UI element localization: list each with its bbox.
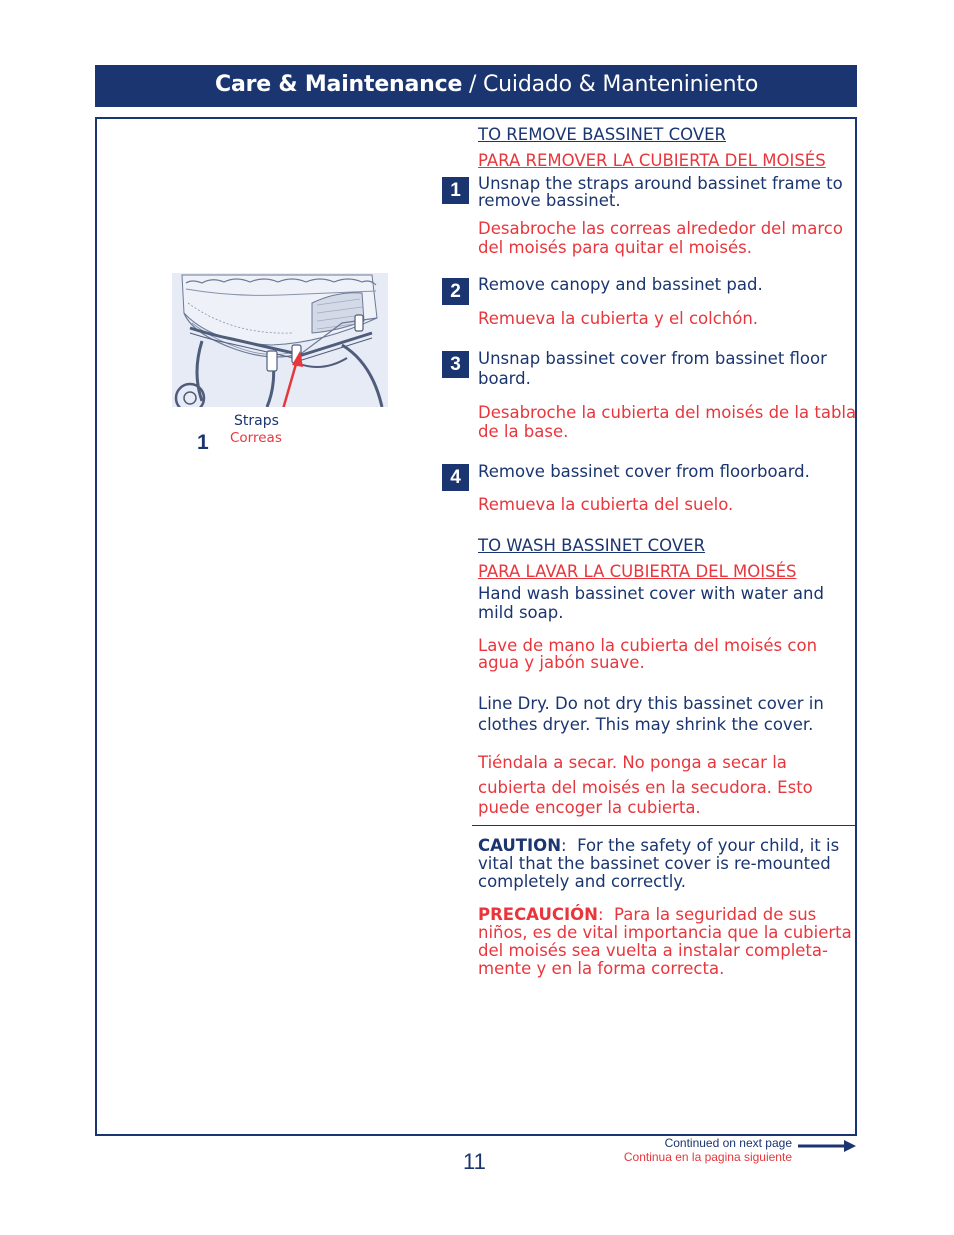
caution-es-line-3: del moisés sea vuelta a instalar completa- [478, 941, 828, 960]
continued-es: Continua en la pagina siguiente [623, 1150, 792, 1164]
wash-p1-en-line-1: Hand wash bassinet cover with water and [478, 584, 824, 603]
wash-heading-es: PARA LAVAR LA CUBIERTA DEL MOISÉS [478, 562, 797, 581]
wash-p2-es-line-3: puede encoger la cubierta. [478, 798, 701, 817]
step-1-es-line-2: del moisés para quitar el moisés. [478, 238, 752, 257]
figure-label-correas: Correas [230, 430, 282, 446]
wash-p1-en-line-2: mild soap. [478, 603, 564, 622]
step-4-badge: 4 [442, 464, 469, 491]
title-en: Care & Maintenance [215, 72, 463, 97]
step-2-badge: 2 [442, 278, 469, 305]
title-separator: / [462, 72, 483, 97]
wash-p2-es-line-2: cubierta del moisés en la secudora. Esto [478, 778, 813, 797]
step-3-es-line-2: de la base. [478, 422, 569, 441]
caution-en-line-2: vital that the bassinet cover is re-mounted [478, 854, 831, 873]
step-1-en-line-1: Unsnap the straps around bassinet frame to [478, 174, 843, 193]
figure-label-straps: Straps [234, 413, 279, 429]
step-2-es-line-1: Remueva la cubierta y el colchón. [478, 309, 759, 328]
step-3-en-line-2: board. [478, 369, 531, 388]
caution-en-line-3: completely and correctly. [478, 872, 686, 891]
section-title [215, 72, 758, 97]
step-4-es-line-1: Remueva la cubierta del suelo. [478, 495, 734, 514]
figure-number: 1 [197, 431, 209, 454]
step-3-es-line-1: Desabroche la cubierta del moisés de la tabla [478, 403, 857, 422]
caution-es-line-2: niños, es de vital importancia que la cubierta [478, 923, 852, 942]
precaucion-label: PRECAUCIÓN [478, 905, 598, 924]
wash-p2-en-line-1: Line Dry. Do not dry this bassinet cover in [478, 694, 824, 713]
content-frame [95, 117, 857, 1136]
caution-es-line-1: PRECAUCIÓN: Para la seguridad de sus [478, 905, 817, 924]
wash-p1-es-line-2: agua y jabón suave. [478, 653, 645, 672]
section-header [95, 65, 857, 107]
continued-en: Continued on next page [664, 1136, 792, 1150]
step-1-badge: 1 [442, 177, 469, 204]
step-2-en-line-1: Remove canopy and bassinet pad. [478, 275, 763, 294]
step-3-en-line-1: Unsnap bassinet cover from bassinet floor [478, 349, 827, 368]
caution-en-text-1: For the safety of your child, it is [577, 836, 840, 855]
caution-en-line-1: CAUTION: For the safety of your child, it is [478, 836, 840, 855]
wash-p2-en-line-2: clothes dryer. This may shrink the cover. [478, 715, 814, 734]
caution-es-line-4: mente y en la forma correcta. [478, 959, 725, 978]
wash-p2-es-line-1: Tiéndala a secar. No ponga a secar la [478, 753, 787, 772]
step-1-es-line-1: Desabroche las correas alrededor del marco [478, 219, 843, 238]
step-1-en-line-2: remove bassinet. [478, 191, 621, 210]
arrow-right-icon [798, 1138, 858, 1154]
wash-p1-es-line-1: Lave de mano la cubierta del moisés con [478, 636, 818, 655]
title-es: Cuidado & Manteniniento [483, 72, 759, 97]
remove-heading-es: PARA REMOVER LA CUBIERTA DEL MOISÉS [478, 151, 826, 170]
page-number: 11 [463, 1149, 486, 1174]
caution-divider [472, 825, 855, 826]
remove-heading-en: TO REMOVE BASSINET COVER [478, 125, 726, 144]
step-3-badge: 3 [442, 351, 469, 378]
bassinet-straps-illustration [172, 273, 388, 407]
caution-label: CAUTION [478, 836, 561, 855]
step-4-en-line-1: Remove bassinet cover from floorboard. [478, 462, 810, 481]
caution-es-text-1: Para la seguridad de sus [614, 905, 817, 924]
wash-heading-en: TO WASH BASSINET COVER [478, 536, 706, 555]
